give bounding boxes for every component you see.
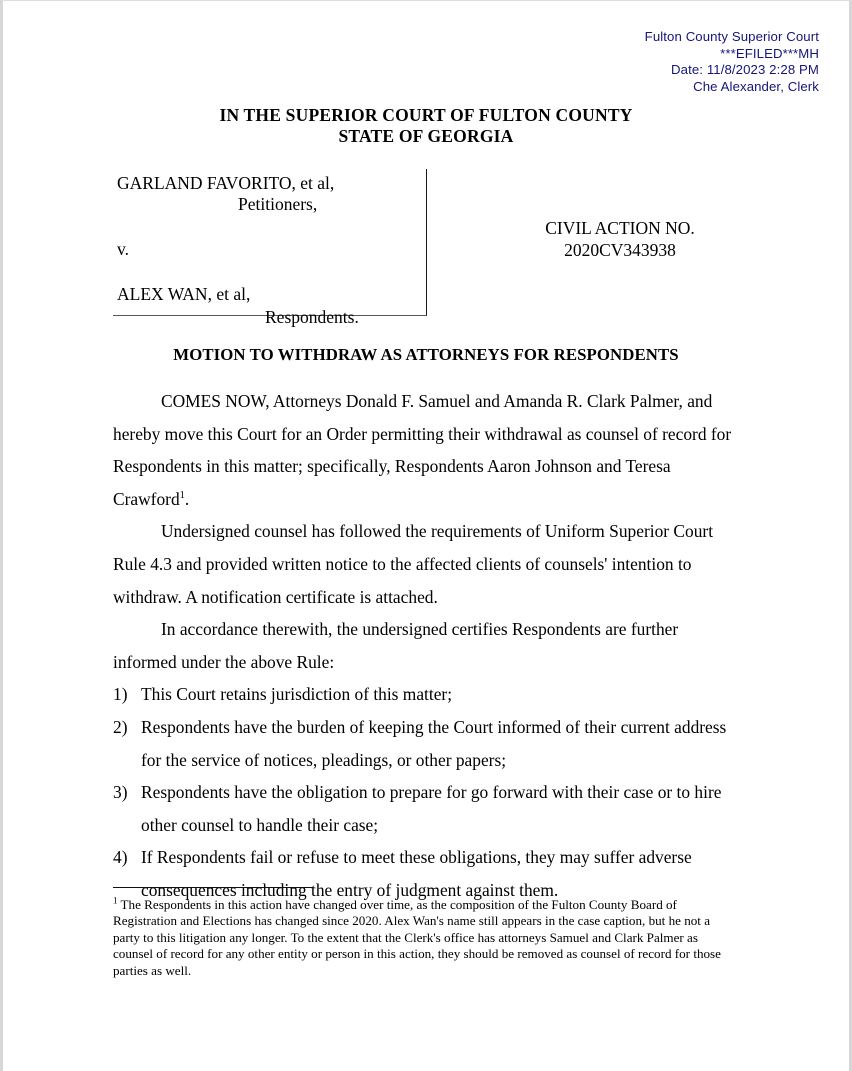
caption-case-block <box>455 217 785 261</box>
page-content-area <box>25 15 827 1071</box>
petitioner-name: GARLAND FAVORITO, et al, <box>117 173 335 193</box>
caption-parties-block <box>113 169 427 327</box>
footnote-number-marker: 1 <box>113 895 118 906</box>
document-body <box>25 385 827 907</box>
efiling-clerk: Che Alexander, Clerk <box>693 78 819 94</box>
body-paragraph-2: Undersigned counsel has followed the requirements of Uniform Superior Court Rule 4.3 and provided written notice to the affected clients of counsels' intention to withdraw. A notification certificate is attached. <box>113 521 714 607</box>
efiling-date: Date: 11/8/2023 2:28 PM <box>671 62 819 78</box>
court-heading <box>25 105 827 147</box>
civil-action-label: CIVIL ACTION NO. <box>545 218 695 238</box>
paragraph-1-period: . <box>184 488 190 509</box>
footnote-text: The Respondents in this action have changed over time, as the composition of the Fulton County Board of Registration and Elections has changed since 2020. Alex Wan's name still appears in the case caption, but he not a party to this litigation any longer. To the extent that the Clerk's office has attorneys Samuel and Clark Palmer as counsel of record for any other entity or person in this action, they should be removed as counsel of record for those parties as well. <box>113 897 721 978</box>
list-item-label: Respondents have the burden of keeping the Court informed of their current address for the service of notices, pleadings, or other papers; <box>141 716 727 770</box>
motion-title: MOTION TO WITHDRAW AS ATTORNEYS FOR RESPONDENTS <box>173 345 679 364</box>
petitioner-role: Petitioners, <box>238 194 318 214</box>
case-caption <box>25 169 827 327</box>
respondent-role: Respondents. <box>265 307 359 327</box>
efiling-stamp <box>645 29 819 95</box>
paragraph-1-text: COMES NOW, Attorneys Donald F. Samuel and Amanda R. Clark Palmer, and hereby move this Court for an Order permitting their withdrawal as counsel of record for Respondents in this matter; specifically, Respondents Aaron Johnson and Teresa Crawford <box>113 391 732 509</box>
list-item <box>113 711 735 776</box>
list-item <box>113 776 735 841</box>
list-item-number: 3) <box>113 782 128 803</box>
list-item-number: 1) <box>113 684 128 705</box>
footnote-section <box>113 887 735 979</box>
respondent-name: ALEX WAN, et al, <box>117 284 251 304</box>
footnote-separator-rule <box>113 887 313 888</box>
list-item-label: If Respondents fail or refuse to meet these obligations, they may suffer adverse consequences including the entry of judgment against them. <box>141 847 692 900</box>
list-item-label: This Court retains jurisdiction of this matter; <box>141 684 453 705</box>
footnote-reference-marker: 1 <box>179 489 185 501</box>
list-item-label: Respondents have the obligation to prepare for go forward with their case or to hire other counsel to handle their case; <box>141 782 722 835</box>
footnote-body <box>113 897 735 979</box>
body-paragraph-3: In accordance therewith, the undersigned certifies Respondents are further informed under the above Rule: <box>113 619 679 672</box>
list-item <box>113 678 735 711</box>
list-item-number: 2) <box>113 716 128 737</box>
efiling-status: ***EFILED***MH <box>720 45 819 61</box>
civil-action-number: 2020CV343938 <box>564 240 676 260</box>
list-item-number: 4) <box>113 847 128 868</box>
body-paragraph-1 <box>113 385 735 515</box>
efiling-court-name: Fulton County Superior Court <box>644 29 819 44</box>
court-heading-line-2: STATE OF GEORGIA <box>338 126 514 146</box>
court-heading-line-1: IN THE SUPERIOR COURT OF FULTON COUNTY <box>219 105 633 125</box>
versus-label: v. <box>117 239 129 259</box>
numbered-obligations-list <box>113 678 735 906</box>
